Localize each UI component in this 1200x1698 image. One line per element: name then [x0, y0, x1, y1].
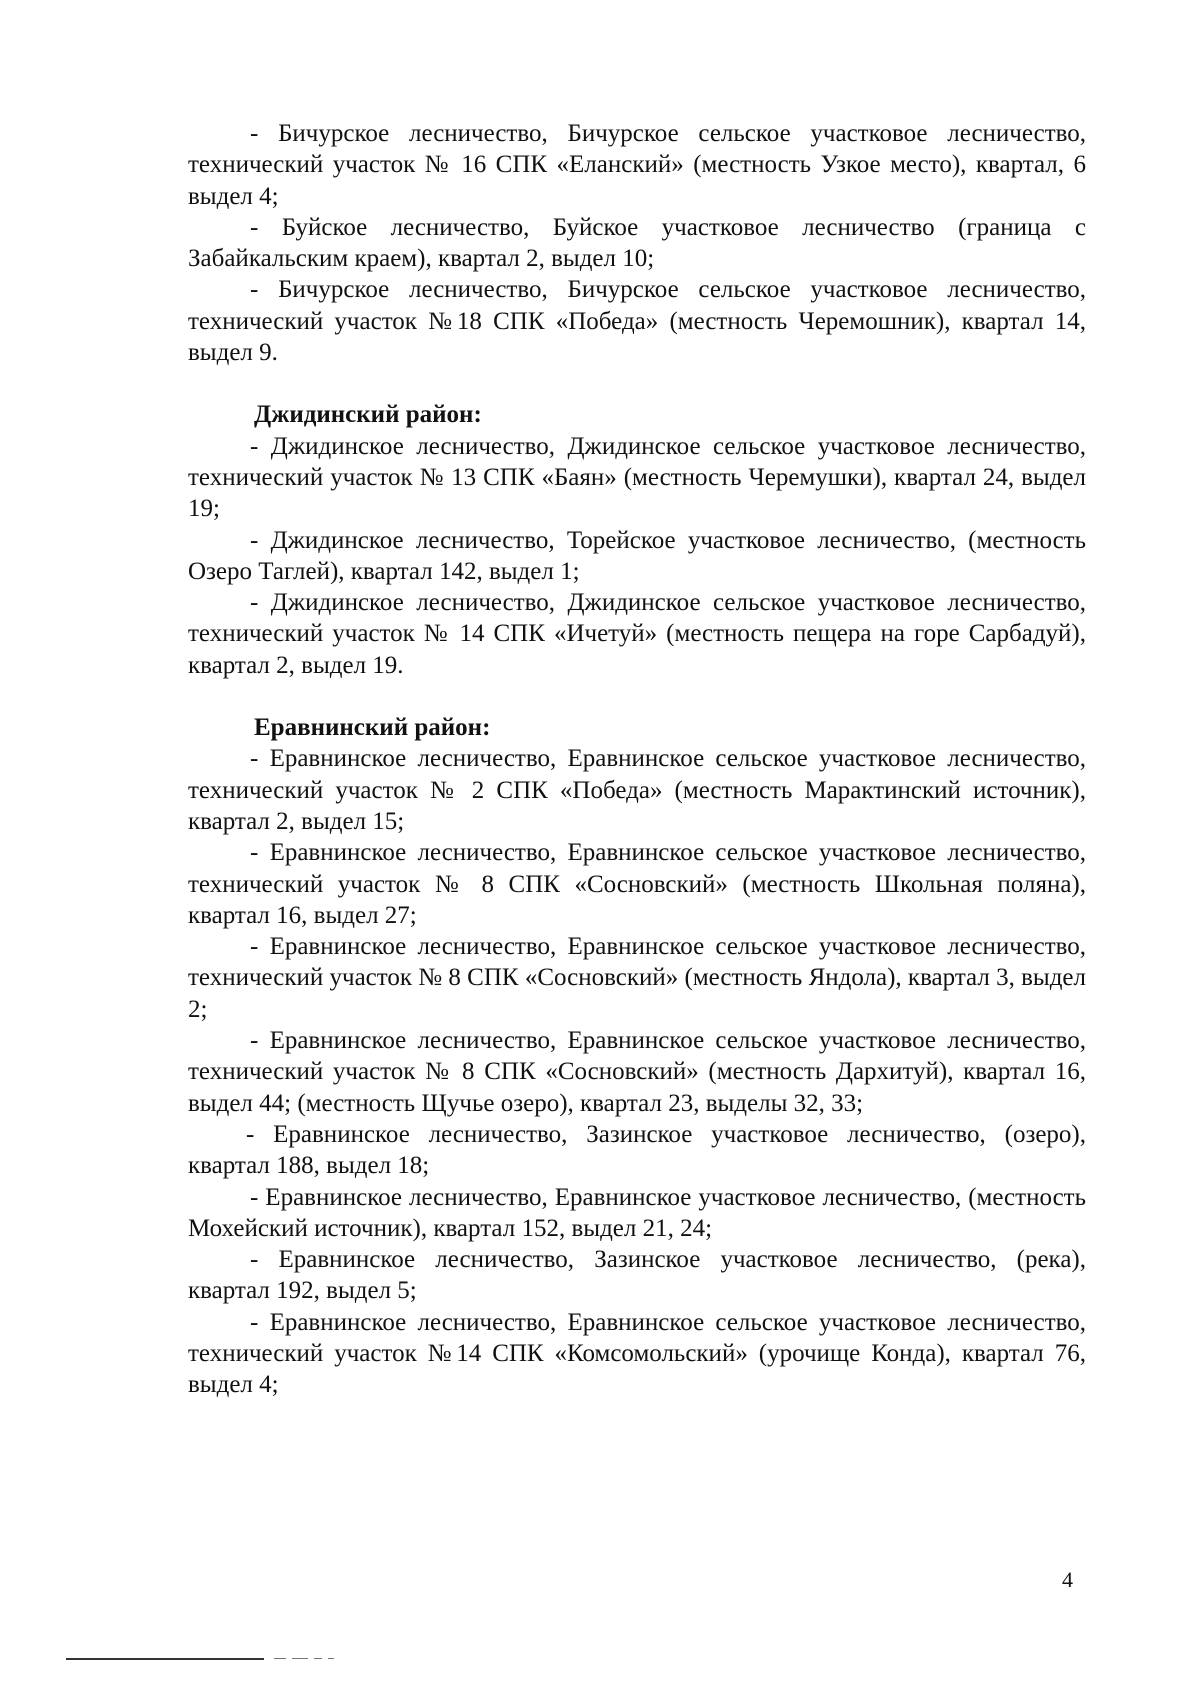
footer-rule-dash: [274, 1658, 286, 1659]
list-item: - Еравнинское лесничество, Еравнинское сельское участковое лесничество, технический участок № 8 СПК «Сосновский» (местность Яндола), квартал 3, выдел 2;: [188, 933, 1086, 1023]
intro-list: [188, 118, 1086, 368]
footer-rule-dash: [314, 1658, 322, 1659]
list-item: - Еравнинское лесничество, Зазинское участковое лесничество, (река), квартал 192, выдел 5;: [188, 1246, 1086, 1305]
list-item: - Еравнинское лесничество, Еравнинское сельское участковое лесничество, технический участок №14 СПК «Комсомольский» (урочище Конда), квартал 76, выдел 4;: [188, 1308, 1086, 1399]
section-heading: Джидинский район:: [254, 401, 482, 429]
list-item: - Еравнинское лесничество, Еравнинское участковое лесничество, (местность Мохейский источник), квартал 152, выдел 21, 24;: [188, 1183, 1086, 1242]
list-item: - Джидинское лесничество, Джидинское сельское участковое лесничество, технический участок № 14 СПК «Ичетуй» (местность пещера на горе Сарбадуй), квартал 2, выдел 19.: [188, 589, 1086, 679]
list-item: - Еравнинское лесничество, Зазинское участковое лесничество, (озеро), квартал 188, выдел 18;: [188, 1120, 1086, 1180]
footer-rule: [66, 1658, 264, 1660]
list-item: - Бичурское лесничество, Бичурское сельское участковое лесничество, технический участок №18 СПК «Победа» (местность Черемошник), квартал 14, выдел 9.: [188, 276, 1086, 367]
section-eravninsky: [188, 712, 1086, 1401]
list-item: - Бичурское лесничество, Бичурское сельское участковое лесничество, технический участок № 16 СПК «Еланский» (местность Узкое место), квартал, 6 выдел 4;: [188, 120, 1086, 210]
list-item: - Еравнинское лесничество, Еравнинское сельское участковое лесничество, технический участок № 2 СПК «Победа» (местность Марактинский источник), квартал 2, выдел 15;: [188, 745, 1086, 835]
page-number: 4: [1062, 1567, 1073, 1592]
document-body: [188, 118, 1086, 1401]
footer-rule-dash: [328, 1658, 334, 1659]
list-item: - Буйское лесничество, Буйское участковое лесничество (граница с Забайкальским краем), квартал 2, выдел 10;: [188, 213, 1086, 273]
list-item: - Еравнинское лесничество, Еравнинское сельское участковое лесничество, технический участок № 8 СПК «Сосновский» (местность Дархитуй), квартал 16, выдел 44; (местность Щучье озеро), квартал 23, выделы 32, 33;: [188, 1027, 1086, 1117]
list-item: - Еравнинское лесничество, Еравнинское сельское участковое лесничество, технический участок № 8 СПК «Сосновский» (местность Школьная поляна), квартал 16, выдел 27;: [188, 839, 1086, 929]
footer-rule-dash: [292, 1658, 308, 1659]
list-item: - Джидинское лесничество, Торейское участковое лесничество, (местность Озеро Таглей), квартал 142, выдел 1;: [188, 526, 1086, 585]
section-heading: Еравнинский район:: [254, 714, 491, 742]
list-item: - Джидинское лесничество, Джидинское сельское участковое лесничество, технический участок № 13 СПК «Баян» (местность Черемушки), квартал 24, выдел 19;: [188, 432, 1086, 523]
section-dzhidinsky: [188, 399, 1086, 681]
